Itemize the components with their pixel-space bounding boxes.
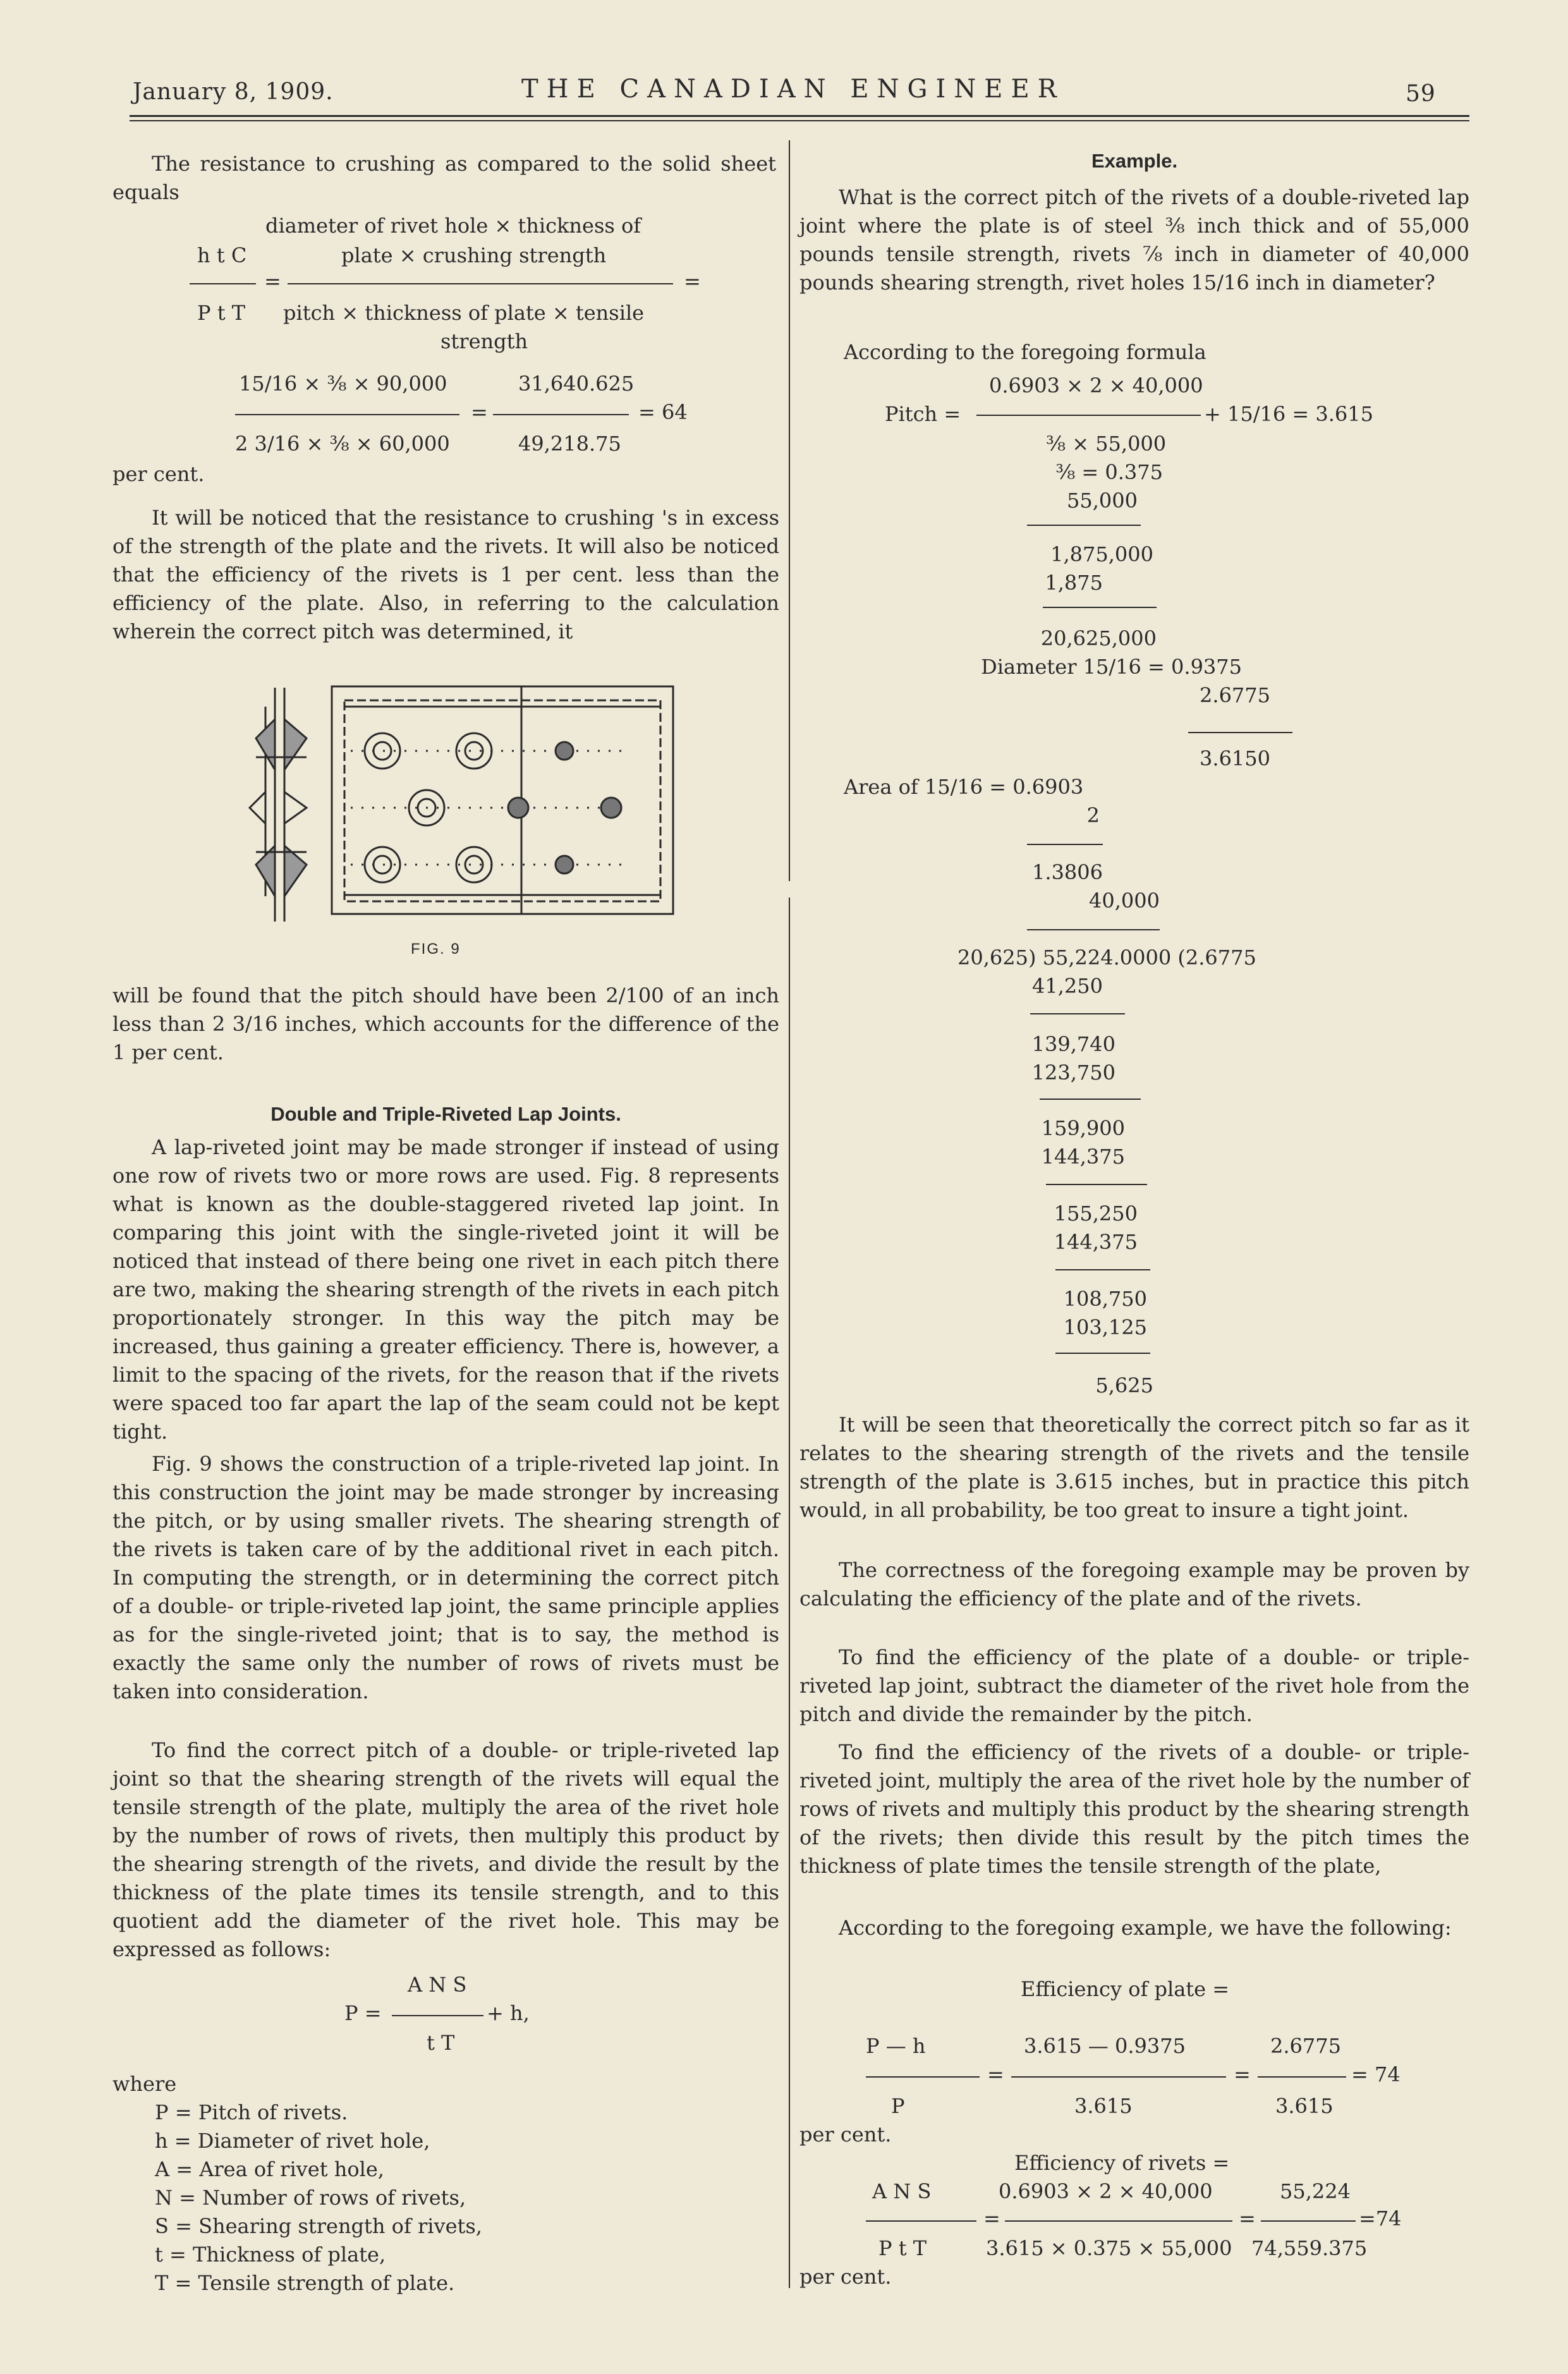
eff-rivets-eq-1: =	[983, 2207, 1000, 2231]
legend-item: N = Number of rows of rivets,	[155, 2186, 466, 2210]
paragraph-lap-3: To find the correct pitch of a double- or triple-riveted lap joint so that the shearing strength of the rivets will equal the tensile strength of the plate, multiply the area of the rivet hole by the number of rows of rivets, then multiply this product by the shearing strength of the rivets, and divide the result by the thickness of the plate times its tensile strength, and to this quotient add the diameter of the rivet hole. This may be expressed as follows:	[112, 1738, 779, 1961]
eff-plate-n3: 2.6775	[1270, 2034, 1341, 2058]
work-line: 55,000	[1067, 489, 1138, 513]
intro-paragraph: The resistance to crushing as compared to the solid sheet equals	[112, 152, 776, 204]
division-line: 20,625) 55,224.0000 (2.6775	[957, 946, 1256, 970]
eff-plate-n2: 3.615 — 0.9375	[1024, 2034, 1186, 2058]
work-rule	[1027, 844, 1103, 845]
legend-item: h = Diameter of rivet hole,	[155, 2129, 430, 2153]
eff-rivets-d1: P t T	[878, 2236, 927, 2260]
eff-rivets-result: =74	[1359, 2207, 1402, 2231]
work-line: 103,125	[1063, 1315, 1147, 1339]
work-rule	[1043, 607, 1157, 608]
eff-rivets-bar-1	[866, 2220, 976, 2222]
calc-per-cent: per cent.	[112, 462, 205, 486]
work-rule	[1188, 732, 1292, 733]
legend-item: P = Pitch of rivets.	[155, 2100, 348, 2124]
calc-bar-b	[493, 414, 629, 415]
work-line: 20,625,000	[1040, 626, 1157, 650]
column-divider-lower	[789, 898, 790, 2288]
work-rule	[1027, 929, 1160, 930]
heading-lap-joints: Double and Triple-Riveted Lap Joints.	[270, 1103, 621, 1125]
work-line: 41,250	[1032, 974, 1103, 998]
eff-plate-per-cent: per cent.	[799, 2122, 892, 2146]
eff-rivets-eq-2: =	[1239, 2207, 1256, 2231]
pitch-calc-den: ⅜ × 55,000	[1046, 432, 1167, 456]
eff-rivets-bar-3	[1261, 2220, 1356, 2222]
work-line: 3.6150	[1200, 746, 1270, 770]
crush-fraction-bar-right	[288, 283, 673, 284]
work-rule	[1055, 1269, 1150, 1270]
crush-formula-den-1: pitch × thickness of plate × tensile	[283, 301, 645, 325]
work-line: 144,375	[1041, 1145, 1125, 1169]
paragraph-plate-efficiency: To find the efficiency of the plate of a double- or triple-riveted lap joint, subtract the diameter of the rivet hole from the pitch and divide the remainder by the pitch.	[799, 1645, 1469, 1726]
work-line: 108,750	[1063, 1287, 1147, 1311]
where-label: where	[112, 2072, 177, 2096]
paragraph-lap-2: Fig. 9 shows the construction of a triple-riveted lap joint. In this construction the joint may be made stronger by increasing the pitch, or by using smaller rivets. The shearing strength of the rivets is taken care of by the additional rivet in each pitch. In computing the strength, or in determining the correct pitch of a double- or triple-riveted lap joint, the same principle applies as for the single-riveted joint; that is to say, the method is exactly the same only the number of rows of rivets must be taken into consideration.	[112, 1452, 779, 1703]
legend-item: T = Tensile strength of plate.	[155, 2271, 455, 2295]
work-line: 5,625	[1095, 1373, 1153, 1397]
work-line: Diameter 15/16 = 0.9375	[981, 655, 1242, 679]
work-line: ⅜ = 0.375	[1055, 460, 1163, 484]
journal-title: THE CANADIAN ENGINEER	[521, 75, 1065, 104]
crush-formula-eq: =	[264, 269, 281, 293]
pitch-calc-lhs: Pitch =	[885, 402, 961, 426]
according-text: According to the foregoing formula	[844, 340, 1206, 364]
calc-bar-a	[235, 414, 459, 415]
paragraph-question: What is the correct pitch of the rivets of a double-riveted lap joint where the plate is of steel ⅜ inch thick and of 55,000 pounds tensile strength, rivets ⅞ inch in diameter of 40,000 pounds shearing strength, rivet holes 15/16 inch in diameter?	[799, 185, 1469, 295]
eff-rivets-n1: A N S	[872, 2179, 932, 2203]
work-line: 144,375	[1054, 1230, 1138, 1254]
figure-9-caption: FIG. 9	[411, 940, 461, 958]
eff-rivets-title: Efficiency of rivets =	[1014, 2151, 1230, 2175]
paragraph-rivet-efficiency: To find the efficiency of the rivets of a double- or triple-riveted joint, multiply the area of the rivet hole by the number of rows of rivets and multiply this product by the shearing strength of the rivets; then divide this result by the pitch times the thickness of plate times the tensile strength of the plate,	[799, 1740, 1469, 1878]
eff-plate-bar-2	[1011, 2076, 1226, 2078]
crush-formula-left-den: P t T	[197, 301, 246, 325]
eff-plate-eq-1: =	[987, 2062, 1004, 2086]
paragraph-correctness: The correctness of the foregoing example may be proven by calculating the efficiency of the plate and of the rivets.	[799, 1558, 1469, 1610]
eff-plate-d3: 3.615	[1275, 2094, 1334, 2118]
eff-plate-bar-3	[1258, 2076, 1346, 2078]
pitch-formula-den: t T	[427, 2031, 455, 2055]
crush-formula-eq-end: =	[684, 269, 701, 293]
calc-den-a: 2 3/16 × ⅜ × 60,000	[235, 432, 450, 456]
pitch-formula-rhs: + h,	[487, 2001, 530, 2025]
pitch-calc-rhs: + 15/16 = 3.615	[1204, 402, 1373, 426]
eff-rivets-n3: 55,224	[1280, 2179, 1351, 2203]
eff-plate-n1: P — h	[866, 2034, 926, 2058]
pitch-calc-num: 0.6903 × 2 × 40,000	[989, 374, 1203, 398]
calc-num-a: 15/16 × ⅜ × 90,000	[239, 372, 447, 396]
work-line: 40,000	[1089, 889, 1160, 913]
work-line: 2	[1086, 803, 1100, 827]
work-rule	[1030, 1013, 1125, 1014]
work-line: 2.6775	[1200, 683, 1270, 707]
pitch-calc-bar	[976, 415, 1201, 416]
eff-plate-bar-1	[866, 2076, 980, 2078]
legend-item: t = Thickness of plate,	[155, 2243, 386, 2267]
eff-plate-eq-2: =	[1234, 2062, 1251, 2086]
work-rule	[1055, 1353, 1150, 1354]
paragraph-following: According to the foregoing example, we have the following:	[839, 1916, 1452, 1940]
paragraph-lap-1: A lap-riveted joint may be made stronger if instead of using one row of rivets two or more rows are used. Fig. 8 represents what is known as the double-staggered riveted lap joint. In comparing this joint with the single-riveted joint it will be noticed that instead of there being one rivet in each pitch there are two, making the shearing strength of the rivets in each pitch proportionately stronger. In this way the pitch may be increased, thus gaining a greater efficiency. There is, however, a limit to the spacing of the rivets, for the reason that if the rivets were spaced too far apart the lap of the seam could not be kept tight.	[112, 1135, 779, 1444]
eff-rivets-bar-2	[1005, 2220, 1232, 2222]
calc-eq: =	[471, 400, 488, 424]
eff-plate-d1: P	[891, 2094, 905, 2118]
eff-rivets-d3: 74,559.375	[1251, 2236, 1368, 2260]
legend-item: S = Shearing strength of rivets,	[155, 2214, 482, 2238]
work-line: 139,740	[1031, 1032, 1115, 1056]
page-number: 59	[1406, 81, 1436, 107]
paragraph-noticed: It will be noticed that the resistance to crushing 's in excess of the strength of the plate and the rivets. It will also be noticed that the efficiency of the rivets is 1 per cent. less than the efficiency of the plate. Also, in referring to the calculation wherein the correct pitch was determined, it	[112, 506, 779, 643]
pitch-formula-bar	[392, 2015, 483, 2016]
issue-date: January 8, 1909.	[133, 79, 334, 105]
eff-plate-result: = 74	[1351, 2062, 1401, 2086]
work-line: Area of 15/16 = 0.6903	[844, 775, 1084, 799]
crush-formula-num-1: diameter of rivet hole × thickness of	[265, 214, 641, 238]
work-line: 1,875,000	[1050, 542, 1153, 566]
eff-rivets-per-cent: per cent.	[799, 2265, 892, 2289]
paragraph-seen: It will be seen that theoretically the correct pitch so far as it relates to the shearing strength of the rivets and the tensile strength of the plate is 3.615 inches, but in practice this pitch would, in all probability, be too great to insure a tight joint.	[799, 1413, 1469, 1522]
eff-plate-title: Efficiency of plate =	[1021, 1977, 1230, 2001]
work-line: 159,900	[1041, 1116, 1125, 1140]
crush-formula-den-2: strength	[441, 329, 528, 353]
work-rule	[1046, 1184, 1147, 1185]
work-line: 123,750	[1031, 1061, 1115, 1085]
calc-num-b: 31,640.625	[518, 372, 635, 396]
eff-plate-d2: 3.615	[1074, 2094, 1133, 2118]
calc-den-b: 49,218.75	[518, 432, 621, 456]
figure-9-riveted-joint	[237, 681, 679, 947]
eff-rivets-n2: 0.6903 × 2 × 40,000	[999, 2179, 1213, 2203]
pitch-formula-lhs: P =	[344, 2001, 382, 2025]
crush-fraction-bar-left	[190, 283, 256, 284]
heading-example: Example.	[1091, 150, 1178, 172]
eff-rivets-d2: 3.615 × 0.375 × 55,000	[986, 2236, 1232, 2260]
calc-result: = 64	[638, 400, 688, 424]
paragraph-found: will be found that the pitch should have been 2/100 of an inch less than 2 3/16 inches, which accounts for the difference of the 1 per cent.	[112, 983, 779, 1064]
work-line: 155,250	[1054, 1202, 1138, 1226]
work-rule	[1027, 525, 1141, 526]
work-line: 1.3806	[1032, 860, 1103, 884]
header-rule-top	[130, 115, 1469, 117]
work-rule	[1040, 1099, 1141, 1100]
crush-formula-left-num: h t C	[197, 243, 247, 267]
work-line: 1,875	[1045, 571, 1103, 595]
header-rule-bottom	[130, 120, 1469, 121]
pitch-formula-num: A N S	[408, 1973, 467, 1997]
crush-formula-num-2: plate × crushing strength	[341, 243, 607, 267]
legend-item: A = Area of rivet hole,	[155, 2157, 384, 2181]
column-divider-upper	[789, 140, 790, 881]
